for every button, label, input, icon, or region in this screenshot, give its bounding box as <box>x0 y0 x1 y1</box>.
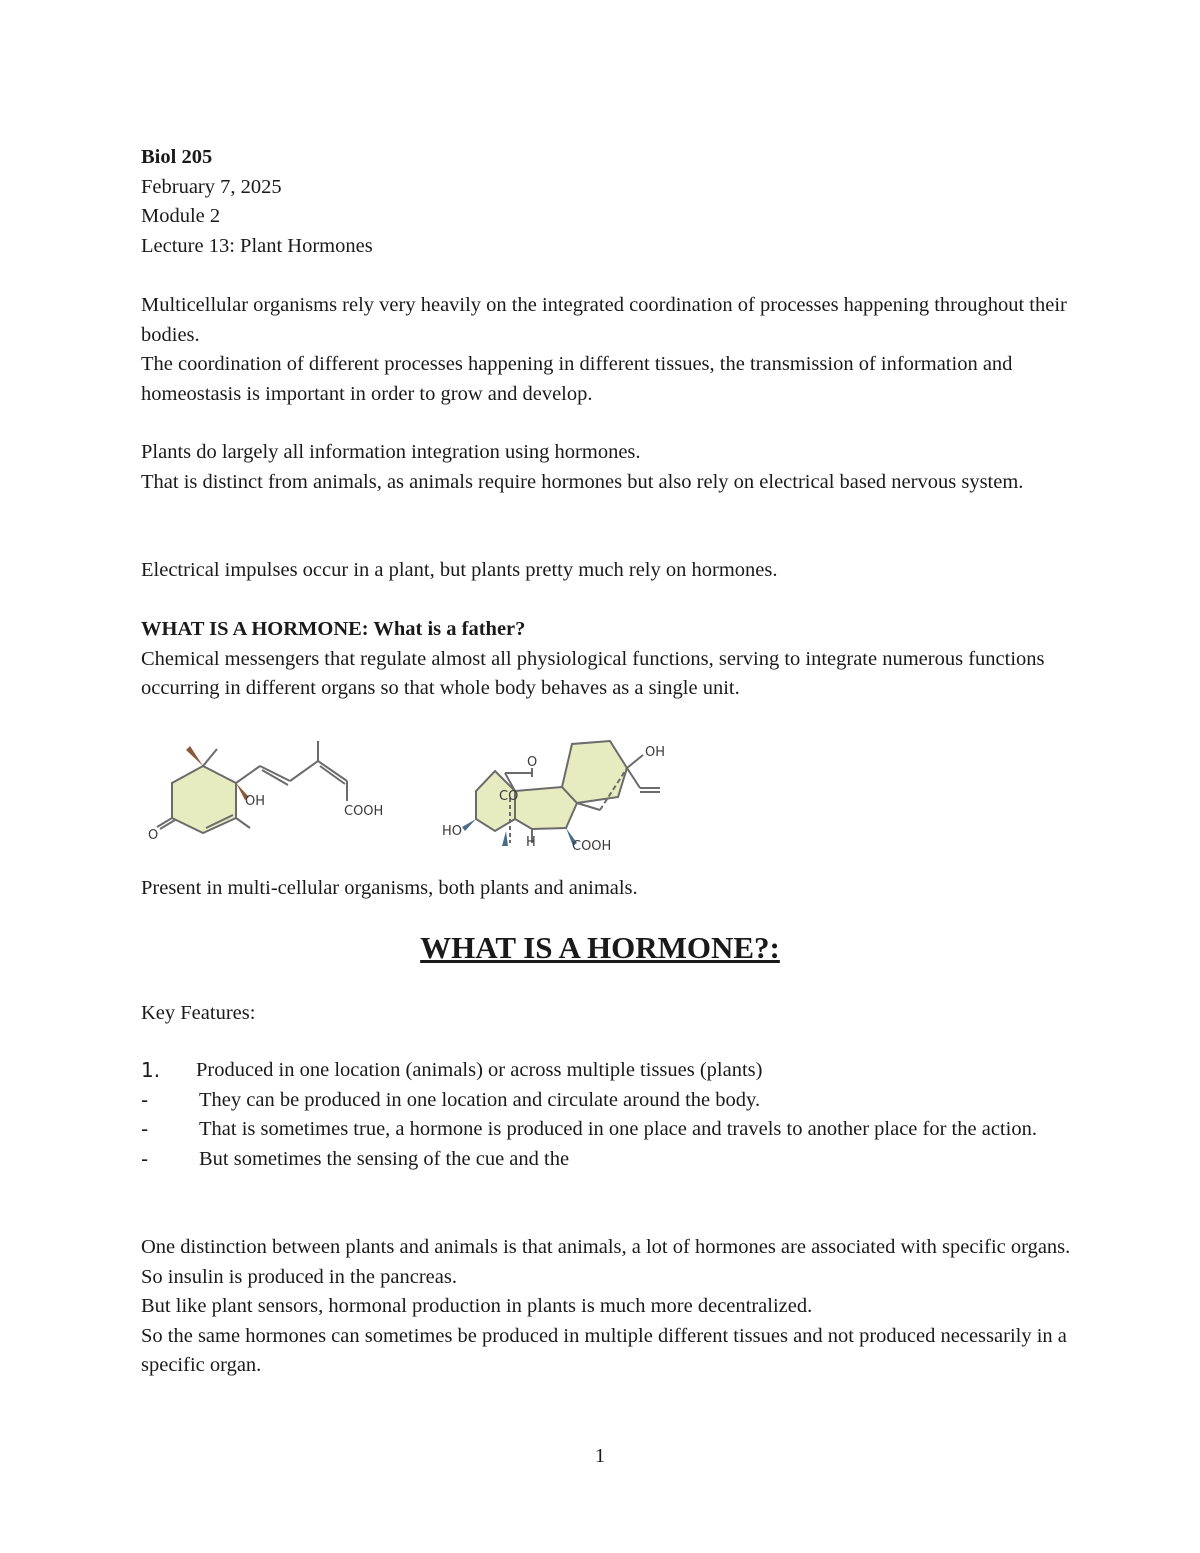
distinction-line: But like plant sensors, hormonal production in plants is much more decentralized. <box>141 1295 813 1317</box>
list-item <box>141 1086 1076 1116</box>
electrical-paragraph <box>141 556 1076 586</box>
plants-paragraph <box>141 438 1076 497</box>
list-marker: 1. <box>141 1058 161 1082</box>
lecture-date: February 7, 2025 <box>141 175 282 198</box>
present-paragraph <box>141 874 1076 904</box>
list-item-text: But sometimes the sensing of the cue and the <box>199 1147 570 1170</box>
mol2-wedge-bottom <box>502 831 508 846</box>
module-label: Module 2 <box>141 205 221 227</box>
mol2-label-oh: OH <box>645 745 666 760</box>
page-number: 1 <box>594 1445 606 1467</box>
abscisic-acid-structure <box>157 741 347 833</box>
electrical-line: Electrical impulses occur in a plant, but plants pretty much rely on hormones. <box>141 559 778 581</box>
mol2-label-co: CO <box>499 789 519 804</box>
key-features-list <box>141 1056 1076 1174</box>
mol1-label-oh: OH <box>245 794 266 809</box>
plants-line: Plants do largely all information integration using hormones. <box>141 441 641 463</box>
hormone-question: WHAT IS A HORMONE: What is a father? <box>141 618 526 640</box>
list-item <box>141 1056 1076 1086</box>
present-line: Present in multi-cellular organisms, both plants and animals. <box>141 877 638 899</box>
distinction-line: So the same hormones can sometimes be produced in multiple different tissues and not produced necessarily in a specific organ. <box>141 1324 1067 1376</box>
lecture-header <box>141 143 1076 261</box>
intro-paragraph <box>141 291 1076 409</box>
mol1-label-cooh: COOH <box>344 804 384 819</box>
list-item <box>141 1145 1076 1175</box>
hormone-definition: Chemical messengers that regulate almost all physiological functions, serving to integrate numerous functions occurring in different organs so that whole body behaves as a single unit. <box>141 647 1045 699</box>
structures-svg <box>140 733 680 863</box>
list-item-text: They can be produced in one location and circulate around the body. <box>199 1088 761 1111</box>
mol2-wedge-ho <box>462 819 476 831</box>
mol1-label-o: O <box>148 828 159 843</box>
distinction-paragraph <box>141 1233 1076 1381</box>
lecture-title: Lecture 13: Plant Hormones <box>141 234 373 257</box>
list-marker: - <box>141 1146 149 1171</box>
list-marker: - <box>141 1087 149 1112</box>
distinction-line: So insulin is produced in the pancreas. <box>141 1265 457 1288</box>
course-title: Biol 205 <box>141 146 213 168</box>
intro-line: The coordination of different processes happening in different tissues, the transmission of information and homeostasis is important in order to grow and develop. <box>141 353 1013 405</box>
key-features-text: Key Features: <box>141 1002 256 1024</box>
key-features-label <box>141 999 1076 1029</box>
distinction-line: One distinction between plants and animals is that animals, a lot of hormones are associated with specific organs. <box>141 1236 1071 1258</box>
mol2-label-o: O <box>527 755 538 770</box>
list-item-text: That is sometimes true, a hormone is produced in one place and travels to another place for the action. <box>199 1118 1037 1140</box>
section-title: WHAT IS A HORMONE?: <box>420 930 780 965</box>
mol2-label-ho: HO <box>442 824 463 839</box>
hormone-structures-figure <box>140 733 680 863</box>
mol2-label-cooh: COOH <box>572 839 612 854</box>
list-marker: - <box>141 1117 149 1141</box>
plants-line: That is distinct from animals, as animals require hormones but also rely on electrical based nervous system. <box>141 470 1024 493</box>
mol1-wedge-brown <box>186 746 203 766</box>
list-item-text: Produced in one location (animals) or across multiple tissues (plants) <box>196 1059 763 1081</box>
mol2-label-h: H <box>526 835 536 850</box>
mol1-ring <box>172 766 236 833</box>
hormone-section <box>141 615 1076 704</box>
mol2-ring-c <box>562 741 627 803</box>
list-item <box>141 1115 1076 1145</box>
intro-line: Multicellular organisms rely very heavily on the integrated coordination of processes happening throughout their bodies. <box>141 294 1067 346</box>
